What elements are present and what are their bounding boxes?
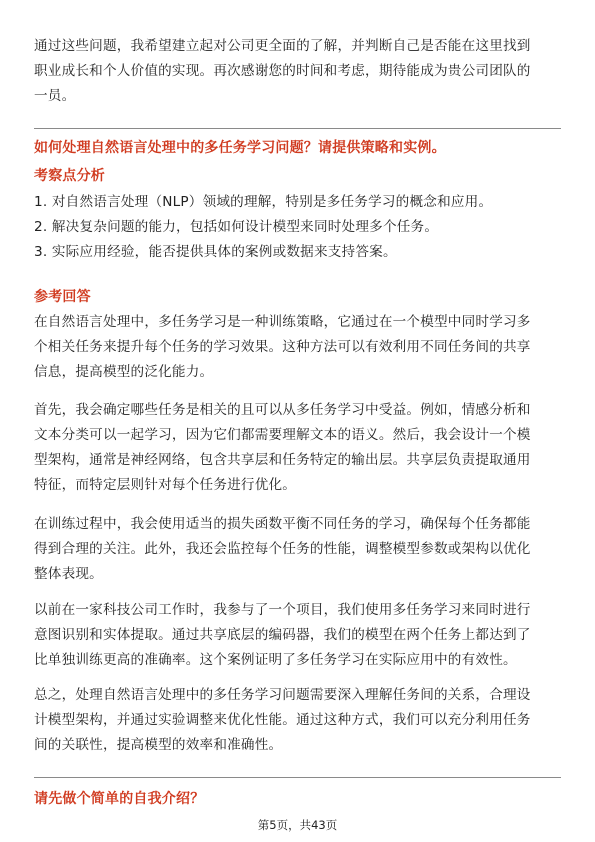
text-line: 总之，处理自然语言处理中的多任务学习问题需要深入理解任务间的关系，合理设 [34,687,531,703]
text-line: 个相关任务来提升每个任务的学习效果。这种方法可以有效利用不同任务间的共享 [34,339,531,355]
next-question-heading: 请先做个简单的自我介绍？ [34,791,205,807]
text-line: 通过这些问题，我希望建立起对公司更全面的了解，并判断自己是否能在这里找到 [34,38,531,54]
reference-label: 参考回答 [34,289,91,305]
reference-paragraph-5 [34,683,562,758]
text-line: 意图识别和实体提取。通过共享底层的编码器，我们的模型在两个任务上都达到了 [34,627,531,643]
text-line: 间的关联性，提高模型的效率和准确性。 [34,737,283,753]
text-line: 职业成长和个人价值的实现。再次感谢您的时间和考虑，期待能成为贵公司团队的 [34,63,531,79]
text-line: 比单独训练更高的准确率。这个案例证明了多任务学习在实际应用中的有效性。 [34,652,517,668]
text-line: 在训练过程中，我会使用适当的损失函数平衡不同任务的学习，确保每个任务都能 [34,516,531,532]
text-line: 信息，提高模型的泛化能力。 [34,364,214,380]
text-line: 文本分类可以一起学习，因为它们都需要理解文本的语义。然后，我会设计一个模 [34,427,531,443]
text-line: 在自然语言处理中，多任务学习是一种训练策略，它通过在一个模型中同时学习多 [34,314,531,330]
text-line: 整体表现。 [34,566,103,582]
text-line: 型架构，通常是神经网络，包含共享层和任务特定的输出层。共享层负责提取通用 [34,452,531,468]
reference-paragraph-1 [34,310,562,385]
list-item: 1. 对自然语言处理（NLP）领域的理解，特别是多任务学习的概念和应用。 [34,194,493,210]
section-divider [34,777,561,778]
analysis-list [34,190,562,265]
intro-paragraph [34,34,562,109]
reference-paragraph-4 [34,598,562,673]
page-number: 第5页，共43页 [257,818,338,832]
text-line: 计模型架构，并通过实验调整来优化性能。通过这种方式，我们可以充分利用任务 [34,712,531,728]
question-heading: 如何处理自然语言处理中的多任务学习问题？请提供策略和实例。 [34,140,446,156]
reference-paragraph-2 [34,398,562,498]
section-divider [34,128,561,129]
list-item: 3. 实际应用经验，能否提供具体的案例或数据来支持答案。 [34,244,397,260]
reference-paragraph-3 [34,512,562,587]
text-line: 得到合理的关注。此外，我还会监控每个任务的性能，调整模型参数或架构以优化 [34,541,531,557]
text-line: 以前在一家科技公司工作时，我参与了一个项目，我们使用多任务学习来同时进行 [34,602,531,618]
analysis-label: 考察点分析 [34,168,105,184]
list-item: 2. 解决复杂问题的能力，包括如何设计模型来同时处理多个任务。 [34,219,439,235]
text-line: 一员。 [34,88,76,104]
text-line: 首先，我会确定哪些任务是相关的且可以从多任务学习中受益。例如，情感分析和 [34,402,531,418]
text-line: 特征，而特定层则针对每个任务进行优化。 [34,477,297,493]
